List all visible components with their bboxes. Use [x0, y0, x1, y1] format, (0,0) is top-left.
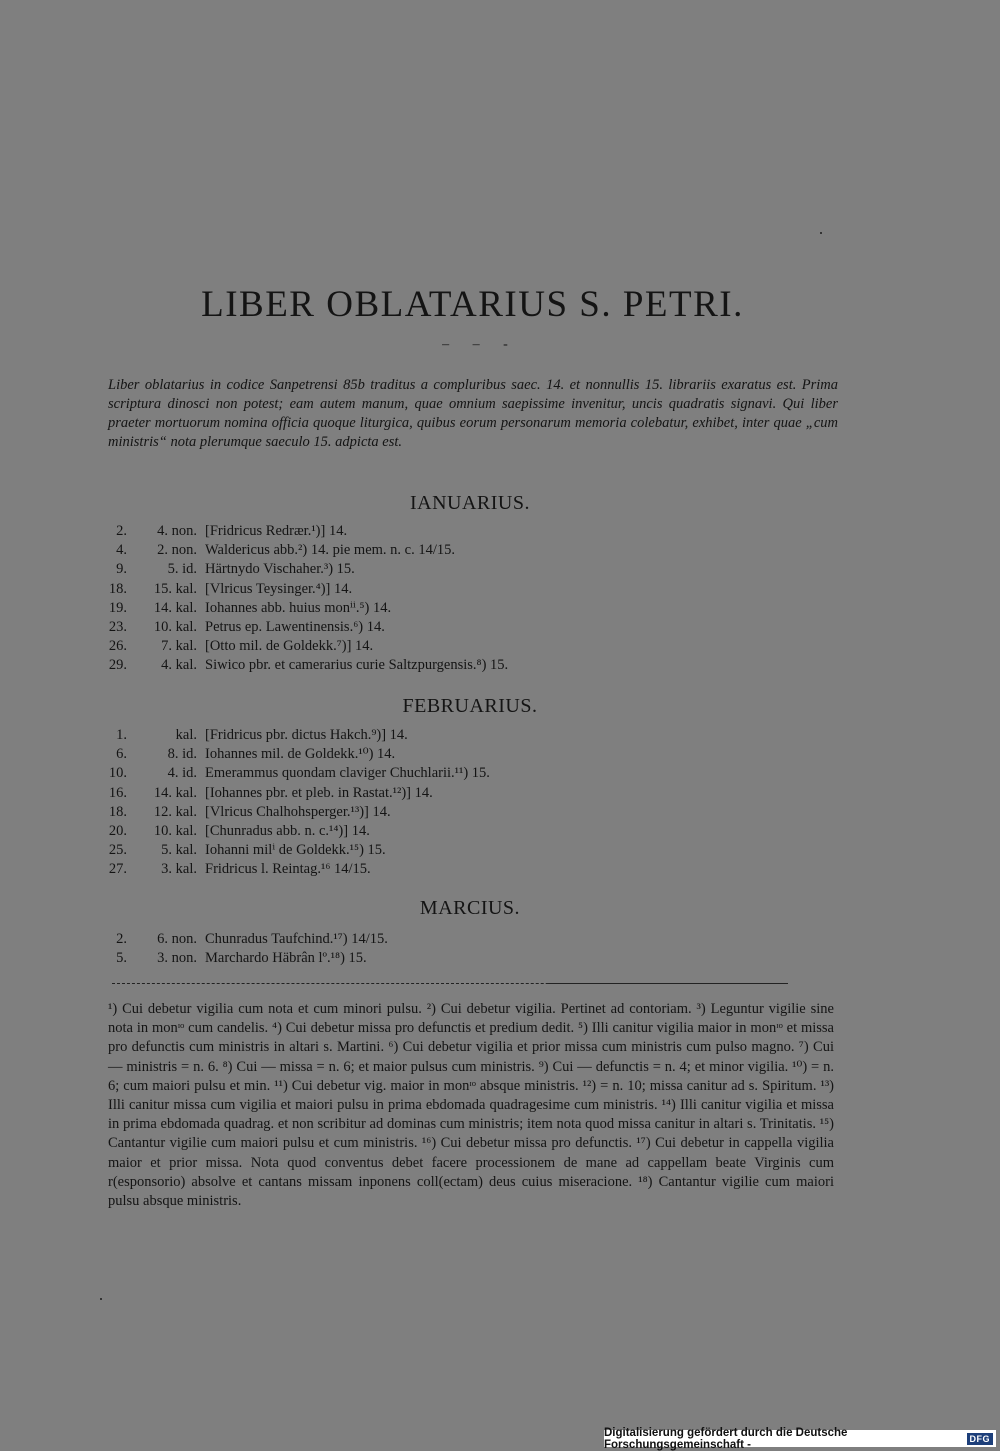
entry-day: 10. — [108, 765, 127, 782]
entry-row — [100, 541, 820, 560]
entry-text: Emerammus quondam claviger Chuchlarii.¹¹) 15. — [205, 765, 490, 782]
entry-text: Petrus ep. Lawentinensis.⁶) 14. — [205, 618, 385, 635]
title-ornament: – – - — [442, 337, 518, 352]
entry-row — [100, 784, 820, 803]
month-heading-marcius: MARCIUS. — [419, 897, 521, 919]
entry-date: 6. non. — [157, 931, 197, 947]
entry-date: 4. non. — [157, 523, 197, 539]
entry-row — [100, 637, 820, 656]
entry-text: [Fridricus Redrær.¹)] 14. — [205, 523, 348, 539]
entry-day: 2. — [116, 931, 127, 947]
entry-row — [100, 560, 820, 579]
page-title: LIBER OBLATARIUS S. PETRI. — [201, 284, 744, 325]
entry-row — [100, 764, 820, 783]
entry-day: 4. — [116, 542, 127, 559]
entry-date: 4. id. — [167, 765, 197, 782]
entry-row — [100, 726, 820, 745]
entry-date: 5. kal. — [161, 842, 197, 859]
entry-day: 18. — [108, 803, 127, 820]
entry-text: Härtnydo Vischaher.³) 15. — [205, 561, 355, 578]
entry-date: kal. — [175, 727, 197, 743]
entry-date: 5. id. — [167, 561, 197, 578]
entry-text: Waldericus abb.²) 14. pie mem. n. c. 14/15. — [205, 542, 456, 559]
entry-text: [Fridricus pbr. dictus Hakch.⁹)] 14. — [205, 727, 408, 743]
footnotes: ¹) Cui debetur vigilia cum nota et cum minori pulsu. ²) Cui debetur vigilia. Pertinet ad contoriam. ³) Leguntur vigilie sine nota in monᶦᵒ cum candelis. ⁴) Cui debetur missa pro defunctis et predium dedit. ⁵) Illi canitur vigilia maior in monᶦᵒ et missa pro defunctis cum ministris in altari s. Martini. ⁶) Cui debetur vigilia et prior missa cum ministris cum pulso magno. ⁷) Cui — ministris = n. 6. ⁸) Cui — missa = n. 6; et maior pulsus cum ministris. ⁹) Cui — defunctis = n. 4; et minor vigilia. ¹⁰) = n. 6; cum maiori pulsu et min. ¹¹) Cui debetur vig. maior in monᶦᵒ absque ministris. ¹²) = n. 10; missa canitur ad s. Spiritum. ¹³) Illi canitur missa cum vigilia et maiori pulsu in prima ebdomada quadragesime cum ministris. ¹⁴) Illi canitur vigilia et missa in prima ebdomada quadrag. et non scribitur ad dominas cum ministris; item nota quod missa canitur in altari s. Trinitatis. ¹⁵) Cantantur vigilie cum maiori pulsu et cum ministris. ¹⁶) Cui debetur missa pro defunctis. ¹⁷) Cui debetur in cappella vigilia maior et prior missa. Nota quod conventus debet facere processionem de mane ad cappellam beate Virginis cum r(esponsorio) absolve et cantans missam inponens coll(ectam) deus cuius miseracione. ¹⁸) Cantantur vigilie cum maiori pulsu absque ministris. — [108, 1001, 834, 1210]
month-heading-februarius: FEBRUARIUS. — [402, 695, 538, 717]
scan-speck — [820, 232, 822, 234]
entry-row — [100, 580, 820, 599]
entry-date: 8. id. — [167, 746, 197, 763]
entry-row — [100, 949, 820, 968]
entry-row — [100, 656, 820, 675]
entry-text: Fridricus l. Reintag.¹⁶ 14/15. — [205, 861, 371, 878]
entry-text: Iohannes abb. huius monⁱⁱ.⁵) 14. — [205, 599, 392, 616]
entry-day: 2. — [116, 523, 127, 539]
entry-text: Marchardo Häbrân lº.¹⁸) 15. — [205, 950, 367, 967]
entry-date: 12. kal. — [153, 803, 197, 820]
entry-row — [100, 522, 820, 541]
entry-date: 3. kal. — [161, 861, 197, 878]
entry-text: [Chunradus abb. n. c.¹⁴)] 14. — [205, 822, 370, 839]
entry-text: Siwico pbr. et camerarius curie Saltzpurgensis.⁸) 15. — [205, 657, 509, 674]
entry-date: 15. kal. — [153, 580, 197, 597]
entry-date: 7. kal. — [161, 638, 197, 655]
entry-date: 2. non. — [157, 542, 197, 559]
entry-day: 23. — [108, 618, 127, 635]
entry-row — [100, 860, 820, 879]
entry-day: 26. — [108, 638, 127, 655]
dfg-footer — [604, 1426, 996, 1451]
entry-row — [100, 841, 820, 860]
entry-day: 19. — [108, 599, 127, 616]
entries-februarius — [100, 726, 820, 880]
entry-day: 16. — [108, 784, 127, 801]
entry-day: 1. — [116, 727, 127, 743]
entry-text: Iohannes mil. de Goldekk.¹⁰) 14. — [205, 746, 396, 763]
entry-row — [100, 822, 820, 841]
entry-day: 29. — [108, 657, 127, 674]
entry-date: 14. kal. — [153, 599, 197, 616]
intro-paragraph: Liber oblatarius in codice Sanpetrensi 85b traditus a compluribus saec. 14. et nonnullis 15. librariis exaratus est. Prima scriptura dinosci non potest; eam autem manum, quae omnium saepissime invenitur, uncis quadratis signavi. Qui liber praeter mortuorum nomina officia quoque liturgica, quibus eorum personarum memoria colebatur, exhibet, inter quae „cum ministris“ nota plerumque saeculo 15. adpicta est. — [108, 377, 838, 450]
entry-day: 25. — [108, 842, 127, 859]
entries-marcius — [100, 930, 820, 968]
entry-date: 3. non. — [157, 950, 197, 967]
entries-ianuarius — [100, 522, 820, 676]
entry-day: 9. — [116, 561, 127, 578]
entry-day: 5. — [116, 950, 127, 967]
entry-row — [100, 745, 820, 764]
dfg-logo: DFG — [967, 1433, 994, 1445]
entry-day: 18. — [108, 580, 127, 597]
entry-date: 4. kal. — [161, 657, 197, 674]
entry-day: 27. — [108, 861, 127, 878]
entry-day: 20. — [108, 822, 127, 839]
entry-text: [Vlricus Teysinger.⁴)] 14. — [205, 580, 353, 597]
scan-speck — [100, 1298, 102, 1300]
entry-day: 6. — [116, 746, 127, 763]
entry-row — [100, 618, 820, 637]
month-heading-ianuarius: IANUARIUS. — [410, 492, 530, 514]
entry-date: 10. kal. — [153, 618, 197, 635]
entry-text: [Vlricus Chalhohsperger.¹³)] 14. — [205, 803, 391, 820]
footnote-separator-solid — [548, 983, 788, 984]
entry-row — [100, 803, 820, 822]
entry-text: Chunradus Taufchind.¹⁷) 14/15. — [205, 931, 388, 947]
entry-text: [Otto mil. de Goldekk.⁷)] 14. — [205, 638, 374, 655]
entry-row — [100, 599, 820, 618]
dfg-footer-text: Digitalisierung gefördert durch die Deutsche Forschungsgemeinschaft - — [604, 1426, 848, 1451]
entry-text: Iohanni milⁱ de Goldekk.¹⁵) 15. — [205, 842, 386, 859]
entry-row — [100, 930, 820, 949]
entry-text: [Iohannes pbr. et pleb. in Rastat.¹²)] 14. — [205, 784, 433, 801]
entry-date: 14. kal. — [153, 784, 197, 801]
entry-date: 10. kal. — [153, 822, 197, 839]
